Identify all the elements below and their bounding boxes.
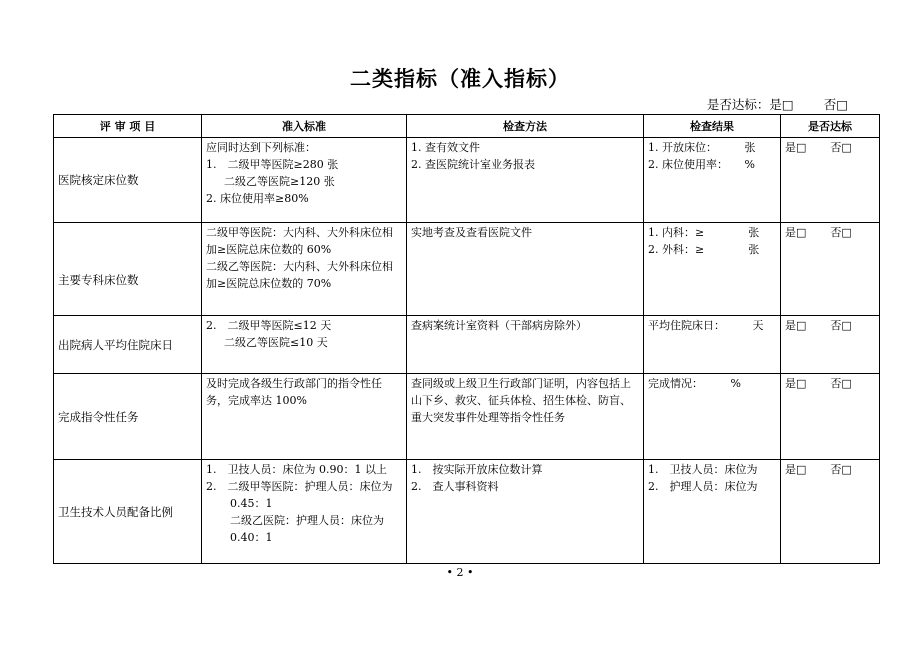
header-compliance: 是否达标 bbox=[781, 115, 880, 138]
no-checkbox[interactable]: 否□ bbox=[830, 226, 852, 239]
header-standard: 准入标准 bbox=[202, 115, 407, 138]
row-method: 实地考查及查看医院文件 bbox=[407, 223, 644, 316]
row-item: 医院核定床位数 bbox=[54, 138, 202, 223]
row-item: 主要专科床位数 bbox=[54, 223, 202, 316]
row-standard: 二级甲等医院：大内科、大外科床位相 加≥医院总床位数的 60% 二级乙等医院：大内科、大外科床位相 加≥医院总床位数的 70% bbox=[202, 223, 407, 316]
header-method: 检查方法 bbox=[407, 115, 644, 138]
header-result: 检查结果 bbox=[644, 115, 781, 138]
table-row bbox=[54, 460, 880, 564]
overall-yes-checkbox[interactable]: 是否达标：是□ bbox=[706, 97, 794, 112]
row-standard: 应同时达到下列标准： 1. 二级甲等医院≥280 张 二级乙等医院≥120 张 2. 床位使用率≥80% bbox=[202, 138, 407, 223]
row-standard: 1. 卫技人员：床位为 0.90：1 以上 2. 二级甲等医院：护理人员：床位为 0.45：1 二级乙医院：护理人员：床位为 0.40：1 bbox=[202, 460, 407, 564]
row-method: 查病案统计室资料（干部病房除外） bbox=[407, 316, 644, 374]
no-checkbox[interactable]: 否□ bbox=[830, 463, 852, 476]
row-compliance bbox=[781, 374, 880, 460]
row-method: 1. 查有效文件 2. 查医院统计室业务报表 bbox=[407, 138, 644, 223]
row-result: 完成情况： % bbox=[644, 374, 781, 460]
row-compliance bbox=[781, 138, 880, 223]
table-header-row bbox=[54, 115, 880, 138]
row-result: 1. 内科：≥ 张 2. 外科：≥ 张 bbox=[644, 223, 781, 316]
yes-checkbox[interactable]: 是□ bbox=[785, 377, 807, 390]
row-compliance bbox=[781, 460, 880, 564]
row-compliance bbox=[781, 223, 880, 316]
no-checkbox[interactable]: 否□ bbox=[830, 141, 852, 154]
page-title: 二类指标（准入指标） bbox=[350, 67, 570, 91]
yes-checkbox[interactable]: 是□ bbox=[785, 226, 807, 239]
evaluation-table bbox=[53, 114, 880, 564]
row-standard: 及时完成各级生行政部门的指令性任 务，完成率达 100% bbox=[202, 374, 407, 460]
overall-no-checkbox[interactable]: 否□ bbox=[823, 97, 848, 112]
overall-compliance bbox=[707, 95, 848, 113]
table-row bbox=[54, 316, 880, 374]
row-method: 1. 按实际开放床位数计算 2. 查人事科资料 bbox=[407, 460, 644, 564]
row-method: 查同级或上级卫生行政部门证明，内容包括上 山下乡、救灾、征兵体检、招生体检、防盲、 重大突发事件处理等指令性任务 bbox=[407, 374, 644, 460]
row-result: 1. 卫技人员：床位为 2. 护理人员：床位为 bbox=[644, 460, 781, 564]
yes-checkbox[interactable]: 是□ bbox=[785, 463, 807, 476]
row-item: 出院病人平均住院床日 bbox=[54, 316, 202, 374]
table-row bbox=[54, 374, 880, 460]
row-compliance bbox=[781, 316, 880, 374]
header-item: 评 审 项 目 bbox=[54, 115, 202, 138]
no-checkbox[interactable]: 否□ bbox=[830, 377, 852, 390]
row-standard: 2. 二级甲等医院≤12 天 二级乙等医院≤10 天 bbox=[202, 316, 407, 374]
yes-checkbox[interactable]: 是□ bbox=[785, 141, 807, 154]
row-item: 完成指令性任务 bbox=[54, 374, 202, 460]
row-item: 卫生技术人员配备比例 bbox=[54, 460, 202, 564]
row-result: 平均住院床日： 天 bbox=[644, 316, 781, 374]
table-row bbox=[54, 138, 880, 223]
no-checkbox[interactable]: 否□ bbox=[830, 319, 852, 332]
table-row bbox=[54, 223, 880, 316]
row-result: 1. 开放床位： 张 2. 床位使用率： % bbox=[644, 138, 781, 223]
yes-checkbox[interactable]: 是□ bbox=[785, 319, 807, 332]
page-number: • 2 • bbox=[446, 566, 474, 579]
